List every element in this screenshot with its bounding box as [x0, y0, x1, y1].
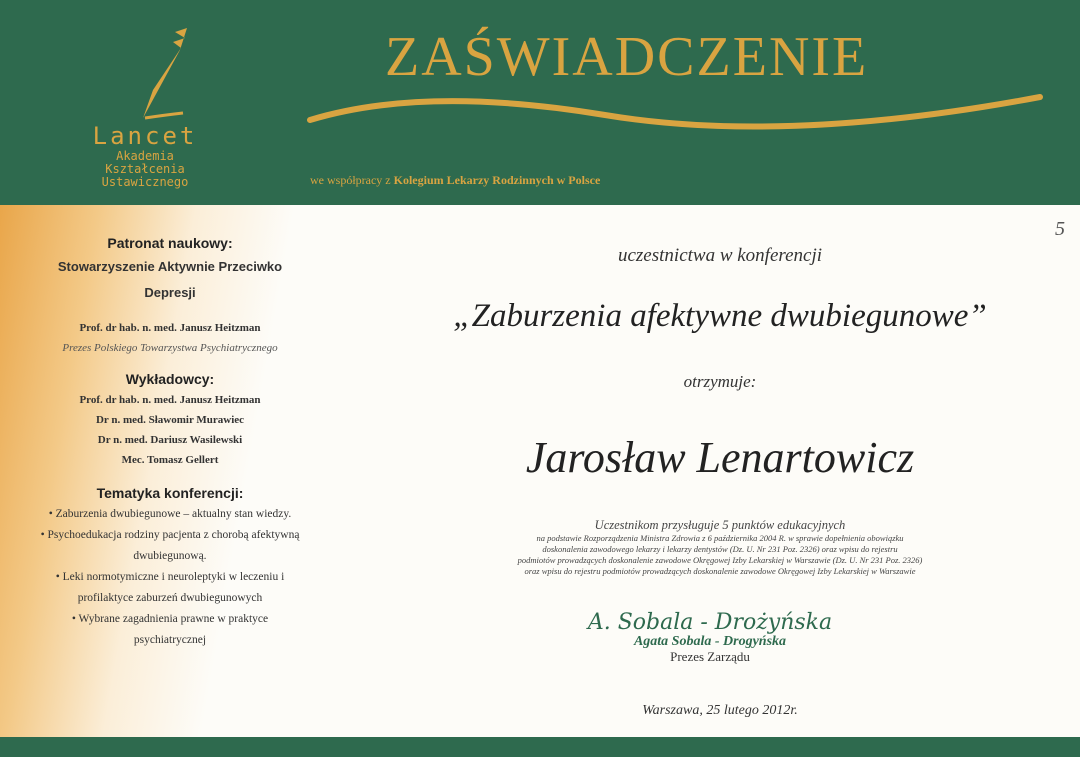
legal-line: na podstawie Rozporządzenia Ministra Zdrowia z 6 października 2004 R. w sprawie dopełnienia obowiązku — [536, 533, 904, 543]
logo-sub-1: Akademia — [116, 149, 174, 163]
place-date: Warszawa, 25 lutego 2012r. — [642, 703, 798, 718]
topics-heading: Tematyka konferencji: — [96, 485, 244, 501]
cooperation-org: Kolegium Lekarzy Rodzinnych w Polsce — [393, 173, 601, 187]
patron-name: Prof. dr hab. n. med. Janusz Heitzman — [79, 322, 261, 334]
lancet-logo — [60, 20, 230, 189]
footer-band — [0, 737, 1080, 757]
logo-sub-2: Kształcenia — [105, 162, 185, 176]
conference-title: „Zaburzenia afektywne dwubiegunowe” — [453, 298, 987, 334]
certificate-title: ZAŚWIADCZENIE — [385, 26, 869, 88]
decorative-wave — [305, 85, 1045, 145]
patronage-heading: Patronat naukowy: — [107, 235, 233, 251]
legal-line: doskonalenia zawodowego lekarzy i lekarzy dentystów (Dz. U. Nr 231 Poz. 2326) oraz wpisu do rejestru — [542, 544, 898, 554]
topic-item: • Psychoedukacja rodziny pacjenta z chorobą afektywną dwubiegunową. — [40, 529, 300, 562]
topic-item: • Leki normotymiczne i neuroleptyki w leczeniu i profilaktyce zaburzeń dwubiegunowych — [55, 571, 285, 604]
handwritten-signature: A. Sobala - Drożyńska — [587, 610, 833, 635]
page-mark: 5 — [1055, 218, 1065, 240]
signer-name: Agata Sobala - Drogyńska — [633, 634, 787, 649]
topic-item: • Wybrane zagadnienia prawne w praktyce psychiatrycznej — [71, 613, 269, 646]
patronage-org: Stowarzyszenie Aktywnie Przeciwko Depresji — [57, 259, 283, 300]
points-text: Uczestnikom przysługuje 5 punktów edukacyjnych — [594, 518, 846, 532]
receives-text: otrzymuje: — [683, 372, 757, 391]
lecturer: Dr n. med. Dariusz Wasilewski — [97, 434, 243, 446]
quill-icon — [95, 20, 195, 120]
lecturers-heading: Wykładowcy: — [125, 371, 215, 387]
signature-block — [560, 610, 860, 665]
legal-line: podmiotów prowadzących doskonalenie zawodowe Okręgowej Izby Lekarskiej w Warszawie (Dz. U. Nr 231 Poz. 2326) — [517, 555, 923, 565]
lecturer: Mec. Tomasz Gellert — [121, 454, 219, 466]
lecturer: Dr n. med. Sławomir Murawiec — [95, 414, 245, 426]
recipient-name: Jarosław Lenartowicz — [525, 433, 915, 482]
cooperation-line — [310, 173, 600, 188]
legal-note — [380, 533, 1060, 577]
patron-role: Prezes Polskiego Towarzystwa Psychiatrycznego — [62, 342, 278, 354]
topics-list — [20, 504, 320, 651]
logo-name: Lancet — [92, 122, 198, 150]
cooperation-prefix: we współpracy z — [310, 173, 391, 187]
participation-text: uczestnictwa w konferencji — [617, 245, 823, 266]
logo-sub-3: Ustawicznego — [101, 175, 189, 189]
legal-line: oraz wpisu do rejestru podmiotów prowadzących doskonalenie zawodowe Okręgowej Izby Lekarskiej w Warszawie — [524, 566, 916, 576]
topic-item: • Zaburzenia dwubiegunowe – aktualny stan wiedzy. — [48, 508, 292, 520]
signer-role: Prezes Zarządu — [670, 649, 750, 664]
left-column — [20, 232, 320, 651]
lecturer: Prof. dr hab. n. med. Janusz Heitzman — [79, 394, 261, 406]
